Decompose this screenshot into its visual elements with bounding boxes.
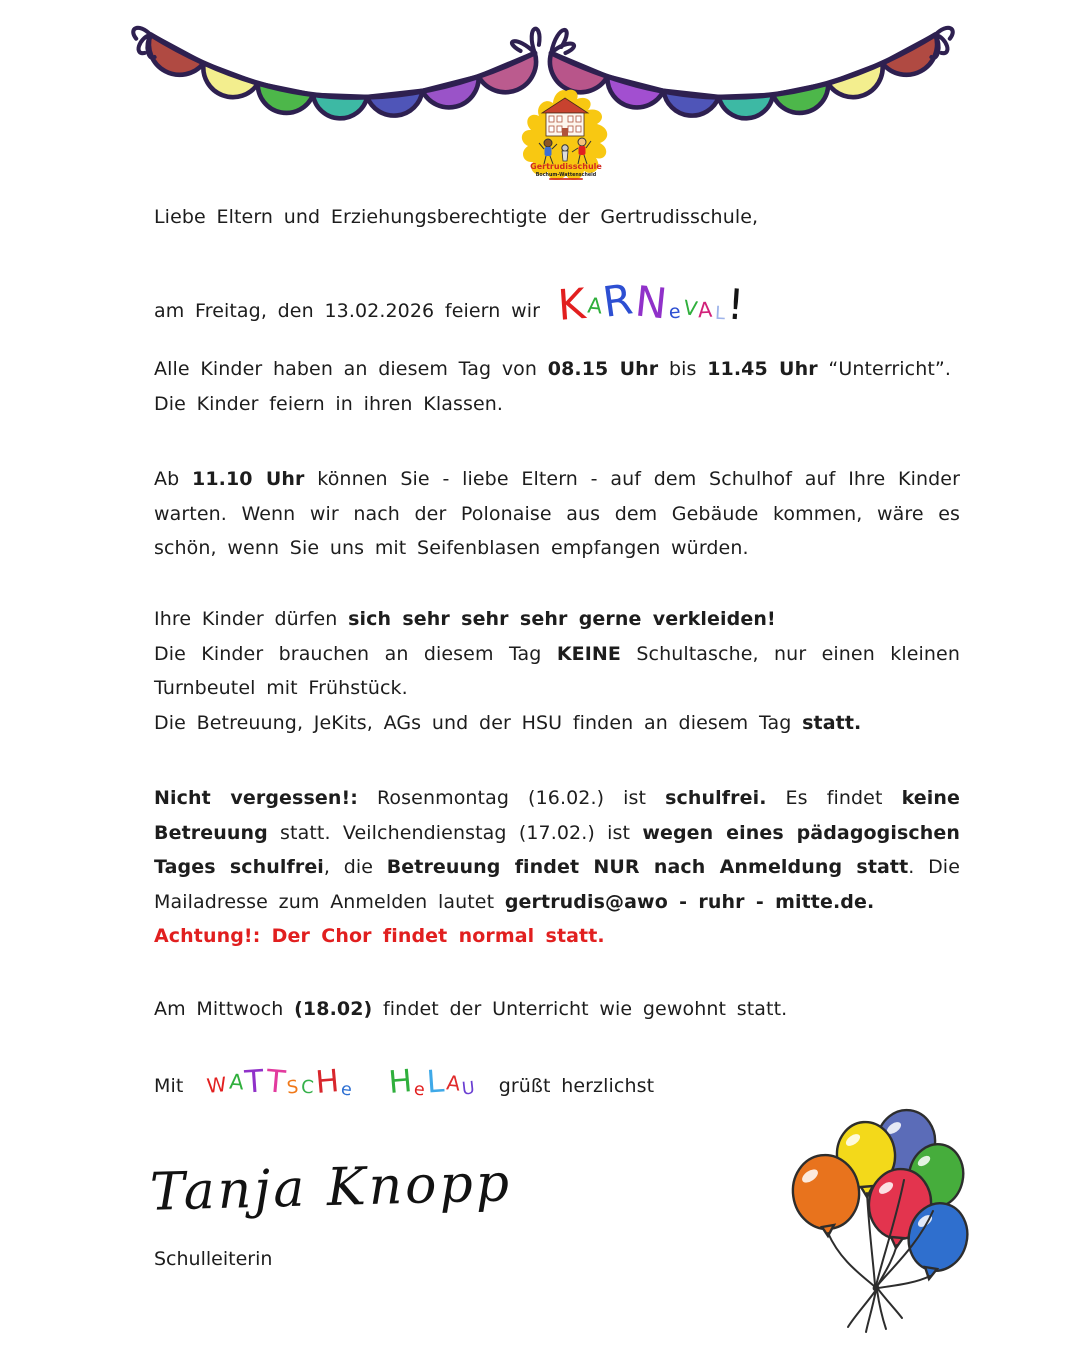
salutation: Liebe Eltern und Erziehungsberechtigte der Gertrudisschule, [154, 206, 759, 228]
signature: Tanja Knopp [149, 1153, 513, 1223]
karneval-prefix: am Freitag, den 13.02.2026 feiern wir [154, 300, 541, 322]
greeting-suffix: grüßt herzlichst [498, 1075, 655, 1097]
helau-word: HeLAU [386, 1063, 476, 1101]
paragraph-nicht-vergessen: Nicht vergessen!: Rosenmontag (16.02.) ist schulfrei. Es findet keine Betreuung statt. Veilchendienstag (17.02.) ist wegen eines pädagogischen Tages schulfrei, die Betreuung findet NUR nach Anmeldung statt. Die Mailadresse zum Anmelden lautet gertrudis@awo - ruhr - mitte.de. Achtung!: Der Chor findet normal statt. [154, 787, 960, 947]
greeting-prefix: Mit [154, 1075, 184, 1097]
bow-center [512, 29, 574, 53]
paragraph-verkleiden: Ihre Kinder dürfen sich sehr sehr sehr gerne verkleiden! Die Kinder brauchen an diesem Tag KEINE Schultasche, nur einen kleinen Turnbeutel mit Frühstück. Die Betreuung, JeKits, AGs und der HSU finden an diesem Tag statt. [154, 608, 960, 734]
logo-school-location: Bochum-Wattenscheid [535, 173, 597, 178]
school-logo [516, 86, 616, 186]
paragraph-times: Alle Kinder haben an diesem Tag von 08.15 Uhr bis 11.45 Uhr “Unterricht”. Die Kinder feiern in ihren Klassen. [154, 358, 952, 415]
paragraph-mittwoch: Am Mittwoch (18.02) findet der Unterricht wie gewohnt statt. [154, 998, 788, 1020]
wattsche-word: WATTSCHe [205, 1063, 353, 1101]
logo-school-name: Gertrudisschule [530, 162, 602, 171]
karneval-word: KARNeVAL! [555, 274, 746, 330]
logo-door [562, 128, 568, 136]
karneval-line [154, 274, 960, 334]
logo-tagline-line [549, 178, 583, 180]
balloons-illustration [778, 1098, 978, 1343]
paragraph-schulhof: Ab 11.10 Uhr können Sie - liebe Eltern - auf dem Schulhof auf Ihre Kinder warten. Wenn wir nach der Polonaise aus dem Gebäude kommen, wäre es schön, wenn Sie uns mit Seifenblasen empfangen würden. [154, 468, 961, 559]
signature-role: Schulleiterin [154, 1248, 273, 1270]
